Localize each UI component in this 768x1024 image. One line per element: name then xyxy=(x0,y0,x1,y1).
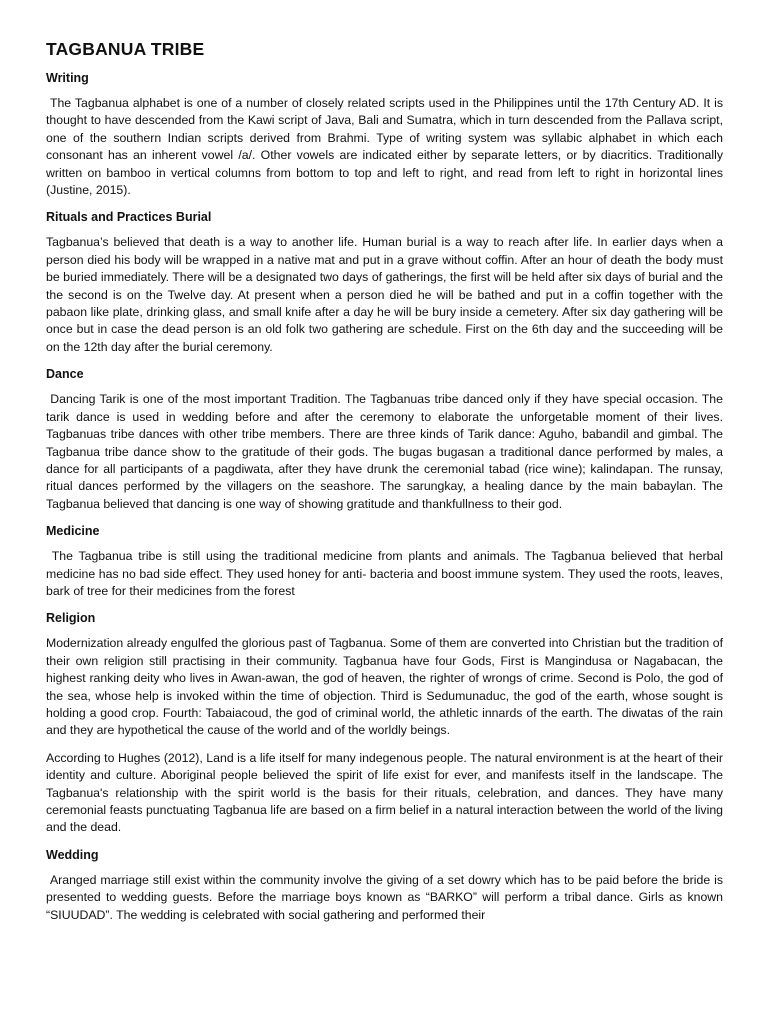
paragraph-medicine: The Tagbanua tribe is still using the traditional medicine from plants and animals. The Tagbanua believed that herbal medicine has no bad side effect. They used honey for anti- bacteria and boost immune system. They used the roots, leaves, bark of tree for their medicines from the forest xyxy=(46,549,727,598)
section-heading-religion: Religion xyxy=(46,611,96,626)
section-heading-dance: Dance xyxy=(46,367,84,382)
paragraph-burial: Tagbanua’s believed that death is a way to another life. Human burial is a way to reach after life. In earlier days when a person died his body will be wrapped in a native mat and put in a grave without coffin. After an hour of death the body must be buried immediately. There will be a designated two days of gatherings, the first will be held after six days of burial and the the second is on the Twelve day. At present when a person died he will be bathed and put in a coffin together with the pabaon like plate, drinking glass, and small knife after a day he will be bury inside a cemetery. After six day gathering will be once but in case the dead person is an old folk two gathering are schedule. First on the 6th day and the succeeding will be on the 12th day after the burial ceremony. xyxy=(46,235,727,354)
paragraph-writing: The Tagbanua alphabet is one of a number of closely related scripts used in the Philippines until the 17th Century AD. It is thought to have descended from the Kawi script of Java, Bali and Sumatra, which in turn descended from the Pallava script, one of the southern Indian scripts derived from Brahmi. Type of writing system was syllabic alphabet in which each consonant has an inherent vowel /a/. Other vowels are indicated either by separate letters, or by diacritics. Traditionally written on bamboo in vertical columns from bottom to top and left to right, and read from left to right in horizontal lines (Justine, 2015). xyxy=(46,96,727,198)
section-heading-wedding: Wedding xyxy=(46,847,99,862)
paragraph-religion: Modernization already engulfed the glorious past of Tagbanua. Some of them are converted into Christian but the tradition of their own religion still practising in their community. Tagbanua have four Gods, First is Mangindusa or Nagabacan, the highest ranking deity who lives in Awan-awan, the god of heaven, the righter of wrongs of crime. Second is Polo, the god of the sea, whose help is invoked within the time of objection. Third is Sedumunaduc, the god of the earth, whose sought is holding a good crop. Fourth: Tabaiacoud, the god of criminal world, the athletic innards of the earth. The diwatas of the rain and they are hypothetical the cause of the world and of the worldly beings. xyxy=(46,636,727,738)
section-heading-writing: Writing xyxy=(46,71,89,85)
section-heading-medicine: Medicine xyxy=(46,524,100,539)
section-heading-burial: Rituals and Practices Burial xyxy=(46,210,212,225)
document-title: TAGBANUA TRIBE xyxy=(46,39,205,59)
paragraph-wedding: Aranged marriage still exist within the community involve the giving of a set dowry which has to be paid before the bride is presented to wedding guests. Before the marriage boys known as “BARKO” will perform a tribal dance. Girls as known “SIUUDAD”. The wedding is celebrated with social gathering and performed their xyxy=(46,872,727,922)
paragraph-land: According to Hughes (2012), Land is a life itself for many indegenous people. The natural environment is at the heart of their identity and culture. Aboriginal people believed the spirit of life exist for ever, and manifests itself in the landscape. The Tagbanua's relationship with the spirit world is the basis for their rituals, celebration, and dances. They have many ceremonial feasts punctuating Tagbanua life are based on a firm belief in a natural interaction between the world of the living and the dead. xyxy=(46,750,727,835)
paragraph-dance: Dancing Tarik is one of the most important Tradition. The Tagbanuas tribe danced only if they have special occasion. The tarik dance is used in wedding before and after the ceremony to elaborate the unforgetable moment of their lives. Tagbanuas tribe dances with other tribe members. There are three kinds of Tarik dance: Aguho, babandil and gimbal. The Tagbanua tribe dance show to the gratitude of their gods. The bugas bugasan a traditional dance performed by males, a dance for all participants of a pagdiwata, after they have drunk the ceremonial tabad (rice wine); kalindapan. The runsay, ritual dances performed by the villagers on the seashore. The sarungkay, a healing dance by the main babaylan. The Tagbanua believed that dancing is one way of showing gratitude and thankfullness to their god. xyxy=(46,392,727,511)
document-page xyxy=(46,38,727,934)
